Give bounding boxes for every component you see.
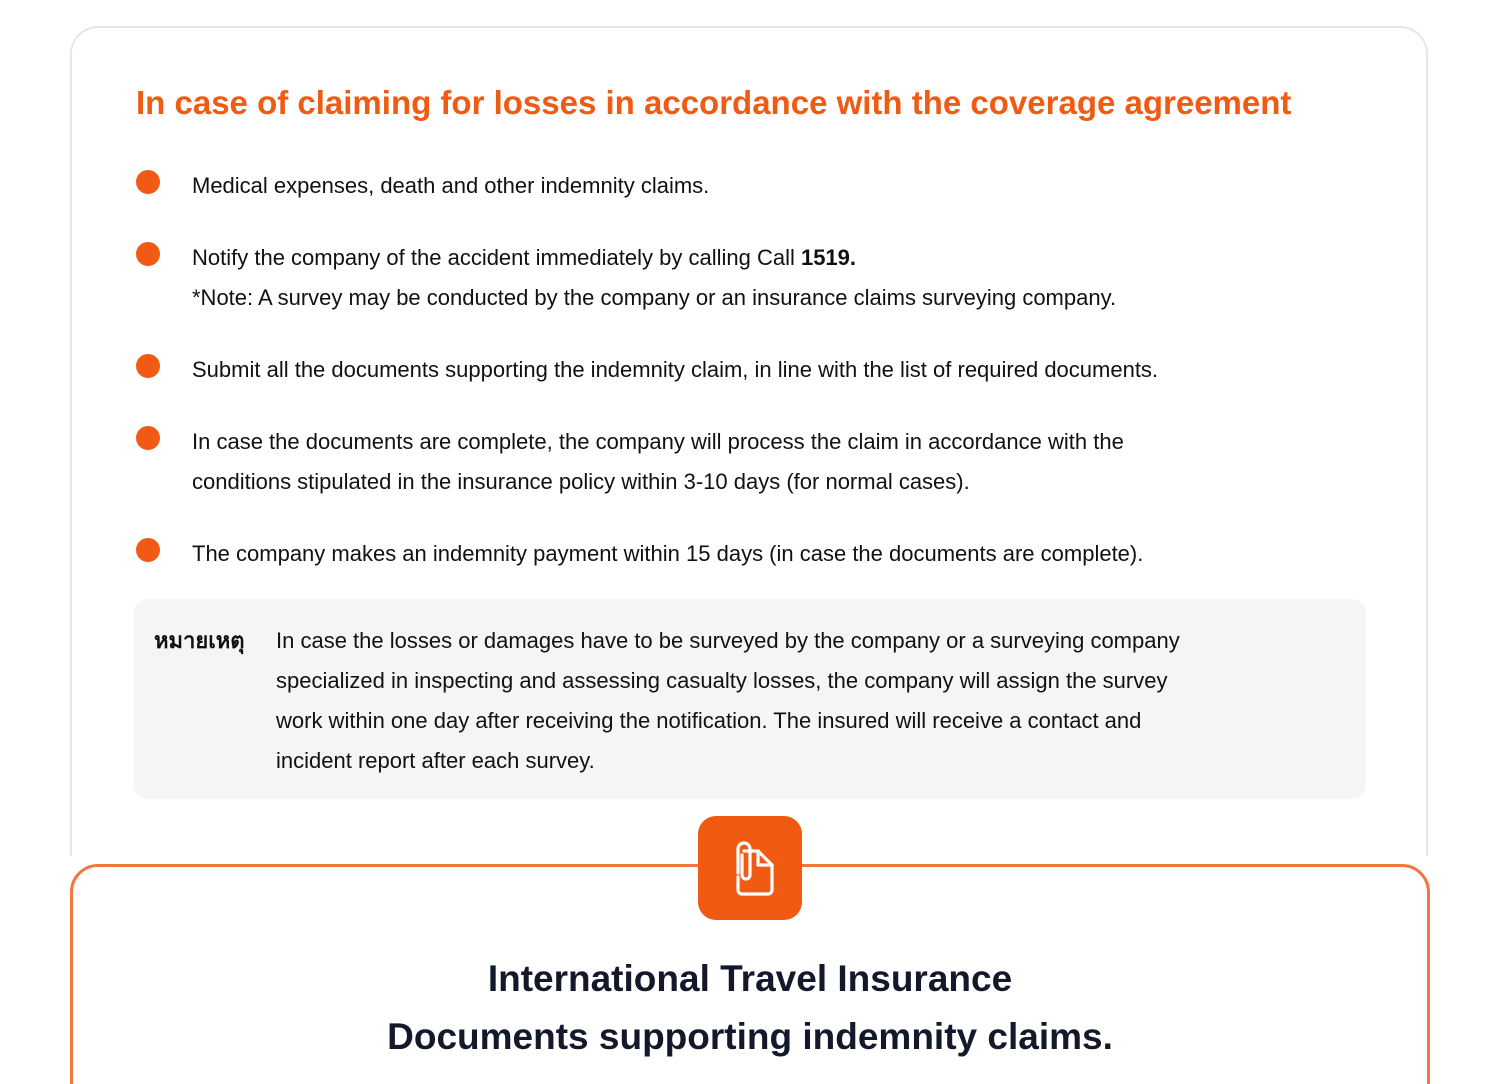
bullet-dot-icon [136, 354, 160, 378]
list-item [134, 534, 1384, 574]
list-item [134, 238, 1384, 318]
claim-steps-list [134, 166, 1384, 574]
bullet-dot-icon [136, 426, 160, 450]
bullet-dot-icon [136, 538, 160, 562]
list-item-text: Medical expenses, death and other indemnity claims. [192, 173, 710, 198]
list-item [134, 422, 1384, 502]
list-item-text: In case the documents are complete, the company will process the claim in accordance with the [192, 429, 1124, 454]
list-item-text: conditions stipulated in the insurance policy within 3-10 days (for normal cases). [192, 469, 970, 494]
list-item [134, 166, 1384, 206]
note-label: หมายเหตุ [154, 628, 245, 653]
documents-title-line2: Documents supporting indemnity claims. [387, 1016, 1113, 1057]
list-item-text [192, 238, 1384, 278]
documents-title-line1: International Travel Insurance [487, 958, 1013, 999]
notify-text: Notify the company of the accident immediately by calling Call [192, 245, 801, 270]
list-item [134, 350, 1384, 390]
coverage-claim-card [70, 26, 1428, 856]
note-line: work within one day after receiving the notification. The insured will receive a contact and [276, 708, 1142, 733]
note-line: In case the losses or damages have to be surveyed by the company or a surveying company [276, 628, 1180, 653]
note-line: specialized in inspecting and assessing casualty losses, the company will assign the survey [276, 668, 1168, 693]
bullet-dot-icon [136, 170, 160, 194]
paperclip-document-icon [720, 837, 780, 899]
hotline-number: 1519. [800, 245, 857, 270]
list-item-note: *Note: A survey may be conducted by the company or an insurance claims surveying company. [192, 285, 1117, 310]
bullet-dot-icon [136, 242, 160, 266]
section-title: In case of claiming for losses in accordance with the coverage agreement [136, 84, 1292, 121]
note-box [134, 599, 1366, 799]
documents-title [0, 950, 1500, 1066]
list-item-text: Submit all the documents supporting the indemnity claim, in line with the list of required documents. [192, 357, 1159, 382]
list-item-text: The company makes an indemnity payment within 15 days (in case the documents are complete). [192, 541, 1144, 566]
note-text [276, 621, 1346, 781]
documents-icon-tile [698, 816, 802, 920]
note-line: incident report after each survey. [276, 748, 595, 773]
